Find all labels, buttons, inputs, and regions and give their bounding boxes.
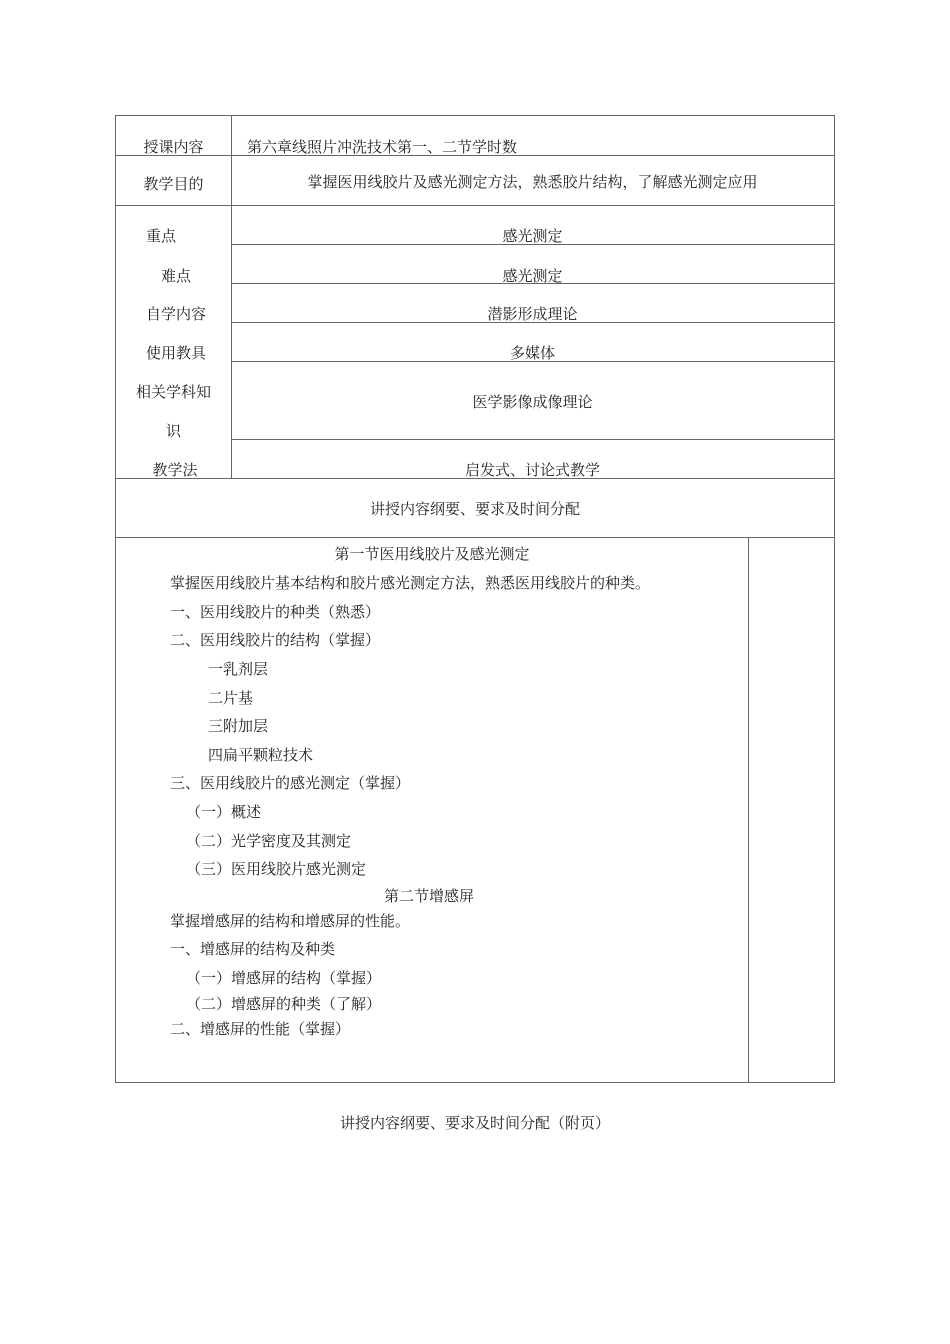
section1-title: 第一节医用线胶片及感光测定 [334, 545, 530, 563]
value-teaching-aids: 多媒体 [509, 344, 555, 362]
value-related-knowledge: 医学影像成像理论 [472, 393, 593, 411]
value-self-study: 潜影形成理论 [487, 305, 578, 323]
label-teaching-goal: 教学目的 [143, 175, 204, 193]
section1-intro: 掌握医用线胶片基本结构和胶片感光测定方法，熟悉医用线胶片的种类。 [170, 574, 651, 592]
outline-subitem: （一）增感屏的结构（掌握） [186, 969, 382, 987]
value-key-point: 感光测定 [502, 227, 563, 245]
outline-header: 讲授内容纲要、要求及时间分配 [369, 500, 580, 518]
label-key-point: 重点 [145, 227, 176, 245]
outline-subitem: （二）增感屏的种类（了解） [186, 995, 382, 1013]
label-teaching-aids: 使用教具 [145, 344, 206, 362]
outline-subitem: 三附加层 [208, 717, 269, 735]
outline-subitem: 四扁平颗粒技术 [208, 746, 314, 764]
row-divider [116, 537, 834, 538]
outline-item: 二、增感屏的性能（掌握） [170, 1020, 351, 1038]
outline-subitem: （一）概述 [186, 803, 262, 821]
label-teaching-content: 授课内容 [143, 138, 204, 156]
outline-item: 三、医用线胶片的感光测定（掌握） [170, 774, 411, 792]
outline-item: 一、增感屏的结构及种类 [170, 940, 336, 958]
outline-item: 一、医用线胶片的种类（熟悉） [170, 603, 381, 621]
column-divider [231, 116, 232, 478]
value-teaching-goal: 掌握医用线胶片及感光测定方法，熟悉胶片结构，了解感光测定应用 [307, 173, 758, 191]
label-related-knowledge-1: 相关学科知 [135, 383, 211, 401]
section2-intro: 掌握增感屏的结构和增感屏的性能。 [170, 912, 411, 930]
row-divider [116, 205, 834, 206]
outline-item: 二、医用线胶片的结构（掌握） [170, 631, 381, 649]
value-teaching-content: 第六章线照片冲洗技术第一、二节学时数 [247, 138, 518, 156]
value-teaching-method: 启发式、讨论式教学 [464, 461, 600, 479]
column-divider [748, 537, 749, 1082]
value-difficulty: 感光测定 [502, 267, 563, 285]
row-divider [231, 439, 834, 440]
outline-subitem: （三）医用线胶片感光测定 [186, 860, 367, 878]
label-related-knowledge-2: 识 [166, 422, 182, 440]
lesson-plan-table [115, 115, 835, 1083]
label-teaching-method: 教学法 [152, 461, 198, 479]
outline-subitem: 二片基 [208, 689, 254, 707]
outline-subitem: （二）光学密度及其测定 [186, 832, 352, 850]
section2-title: 第二节增感屏 [384, 887, 475, 905]
label-difficulty: 难点 [160, 267, 191, 285]
label-self-study: 自学内容 [145, 305, 206, 323]
footer-caption: 讲授内容纲要、要求及时间分配（附页） [339, 1114, 610, 1132]
outline-subitem: 一乳剂层 [208, 660, 269, 678]
